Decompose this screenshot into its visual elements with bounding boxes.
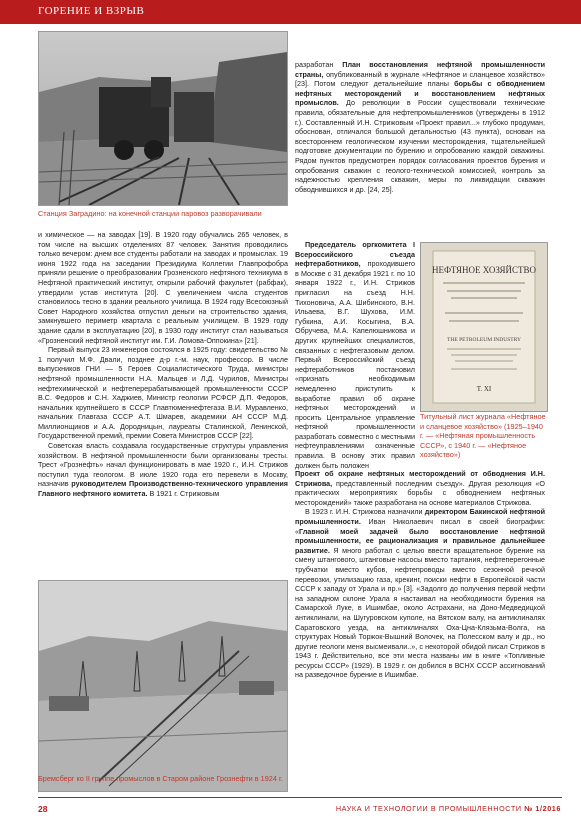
journal-cover-caption: Титульный лист журнала «Нефтяное и сланцевое хозяйство» (1925–1940 г. — «Нефтяная промышленность СССР», с 1940 г. — «Нефтяное хозяйство») <box>420 412 546 459</box>
left-paragraph-1: и химическое — на заводах [19]. В 1920 году обучались 265 человек, в том числе на высших отделениях 87 человек. Занятия проводились только вечером: днем все студенты работали на заводах и промыслах. 19 июня 1922 года на заседании Президиума Коллегии Главпрофобра приняли решение о преобразовании Грозненского нефтяного техникума в Нефтяной практический институт, открыли рабочий факультет (рабфак), утвердили устав института [20]. С увеличением числа студентов становилось тесно в здании реального училища. В 1924 году Всесоюзный Совет Народного хозяйства отпустил деньги на строительство здания, замкнувшего периметр квартала с реальным училищем. В 1929 году здание сдали в эксплуатацию [20], в 1930 году институт стал называться «Грозненский нефтяной институт им. Г.И. Ломова-Оппокина» [21]. <box>38 230 288 345</box>
right-paragraph-1-e: До революции в России существовали технические правила, обязательные для нефтепромышленников (утверждены в 1912 г.). Составленный И.Н. Стрижовым «Проект правил...» глубоко продуман, обоснован, отличался большой детальностью (43 пункта), основан на всестороннем геологическом изучении месторождения, тщательнейшей подготовке документации по бурению и опробованию каждой скважины. Рядом пунктов предусмотрен порядок согласования проектов бурения и опробования скважин с геолого-технической комиссией, контроль за надежностью крепления скважин, меры по ликвидации скважин обводнившихся и др. [24, 25]. <box>295 98 545 194</box>
right-paragraph-3-c: Иван Николаевич писал в своей биографии: « <box>295 516 545 536</box>
left-column <box>38 230 288 499</box>
bottom-photo-caption: Бремсберг ко II группе промыслов в Старом районе Грознефти в 1924 г. <box>38 774 283 783</box>
left-paragraph-2: Первый выпуск 23 инженеров состоялся в 1925 году: свидетельство № 1 получил М.Ф. Двали, позднее д-р г.-м. наук, профессор. В числе выпускников ГНИ — 5 Героев Социалистического Труда, министры нефтяной промышленности Н.А. Мальцев и Л.Д. Чурилов, Министры нефтехимической и нефтеперерабатывающей промышленности СССР В.С. Федоров и С.Н. Хаджиев, Министр геологии РСФСР Д.П. Федоров, начальник крупнейшего в СССР Главтюменнефтегаза В.И. Муравленко, начальник Главгаза СССР А.Т. Шмарев, академики АН СССР М.Д. Миллионщиков и А.А. Дородницын, лауреаты Сталинской, Ленинской, Государственной премий, премии Совета Министров СССР [22]. <box>38 345 288 441</box>
right-column-top <box>295 60 545 194</box>
left-paragraph-3-emphasis: руководителем Производственно-технического управления Главного нефтяного комитета. <box>38 479 288 499</box>
right-column-bottom <box>295 469 545 680</box>
journal-cover-subtitle: THE PETROLEUM INDUSTRY <box>447 337 521 343</box>
journal-cover-title: НЕФТЯНОЕ ХОЗЯЙСТВО <box>431 265 537 275</box>
right-paragraph-3-a: В 1923 г. И.Н. Стрижова назначили <box>305 507 425 517</box>
page-number: 28 <box>38 804 48 814</box>
right-paragraph-1-c: опубликованный в журнале «Нефтяное и сланцевое хозяйство» [23]. Потом следуют детальнейшие планы <box>295 69 545 89</box>
journal-cover-volume: Т. XI <box>476 385 492 393</box>
right-paragraph-1 <box>295 60 545 194</box>
right-paragraph-2-tail: представленный последним съезду». Другая резолюция «О практических мероприятиях борьбы с обводнением нефтяных месторождений» также разработана на основе материалов Стрижова. <box>295 478 545 507</box>
journal-issue: № 1/2016 <box>524 804 561 813</box>
left-paragraph-3 <box>38 441 288 499</box>
right-paragraph-2-bold: Председатель оргкомитета I Всероссийского съезда нефтеработников, <box>295 240 415 269</box>
journal-title: НАУКА И ТЕХНОЛОГИИ В ПРОМЫШЛЕННОСТИ <box>335 804 522 813</box>
right-paragraph-3-b: директором Бакинской нефтяной промышленности. <box>295 507 545 526</box>
oilfield-photo <box>38 580 288 792</box>
top-photo-caption: Станция Заградино: на конечной станции паровоз разворачивали <box>38 209 262 218</box>
right-paragraph-2 <box>295 240 415 470</box>
locomotive-photo <box>38 31 288 206</box>
journal-cover-photo <box>420 242 548 412</box>
right-paragraph-2-cont <box>295 469 545 507</box>
right-paragraph-1-d: борьбы с обводнением нефтяных месторождений и восстановлением нефтяных промыслов. <box>295 79 545 108</box>
right-column-narrow <box>295 240 415 470</box>
left-paragraph-3-tail: В 1921 г. Стрижовым <box>147 489 220 499</box>
right-paragraph-3-e: Я много работал с целью ввести вращательное бурение на смену штангового, штанговые насосы вместо тартания, нефтеперегонные трубчатки вместо кубов, нефтепроводы вместо сезонной речной перевозки, утилизацию газа, крекинг, поиски нефти в Европейской части СССР к западу от Урала и пр.» [3]. «Задолго до получения первой нефти на западном склоне Урала я настаивал на необходимости бурения на Самарской Луке, в Ишимбае, около Астрахани, на Доно-Медведицкой антиклинали, на Шугуровском куполе, на Вятском валу, на антиклиналях Саратовского уезда, на антиклиналях Оха-Цна-Клязьма-Волга, на структурах Новый Торжок-Вышний Волочек, на Полесском валу и др., но другие геологи меня высмеивали..», с некоторой обидой писал Стрижов в 1943 г. Действительно, все эти места названы им в книге «Топливные ресурсы СССР» (1929). В 1929 г. он добился в ВСНХ СССР ассигнований на разведочное бурение в Ишимбае. <box>295 545 545 680</box>
right-paragraph-2-text: проходившего в Москве с 31 декабря 1921 г. по 10 января 1922 г., И.Н. Стрижов пригласил на съезд Н.Н. Тихоновича, А.А. Шибинского, В.Н. Ильаева, В.Г. Шухова, И.М. Губкина, А.И. Косыгина, В.А. Обручева, М.А. Капелюшникова и других крупнейших специалистов, связанных с нефтегазовым делом. Первый Всероссийский съезд нефтеработников постановил «признать необходимым немедленно приступить к выработке правил об охране нефтяных месторождений и просить Центральное управление нефтяной промышленности разработать совместно с местными нефтеуправлениями означенные правила. В основу этих правил должен быть положен <box>295 259 415 470</box>
right-paragraph-2-bold2: Проект об охране нефтяных месторождений от обводнения И.Н. Стрижова, <box>295 469 545 488</box>
right-paragraph-1-a: разработан <box>295 60 343 69</box>
section-title: ГОРЕНИЕ И ВЗРЫВ <box>38 5 145 17</box>
right-paragraph-3 <box>295 507 545 680</box>
left-paragraph-3-text: Советская власть создавала государственные структуры управления хозяйством. В нефтяной промышленности были организованы тресты. Трест «Грознефть» начал функционировать в мае 1920 г., И.Н. Стрижов поступил туда геологом. В июле 1920 года его перевели в Москву, назначив <box>38 441 288 489</box>
footer-rule <box>38 797 562 798</box>
journal-name <box>336 804 561 813</box>
right-paragraph-3-d: Главной моей задачей было восстановление нефтяной промышленности, ее рационализация и правильное дальнейшее развитие. <box>295 526 545 555</box>
right-paragraph-1-b: План восстановления нефтяной промышленности страны, <box>295 60 546 79</box>
